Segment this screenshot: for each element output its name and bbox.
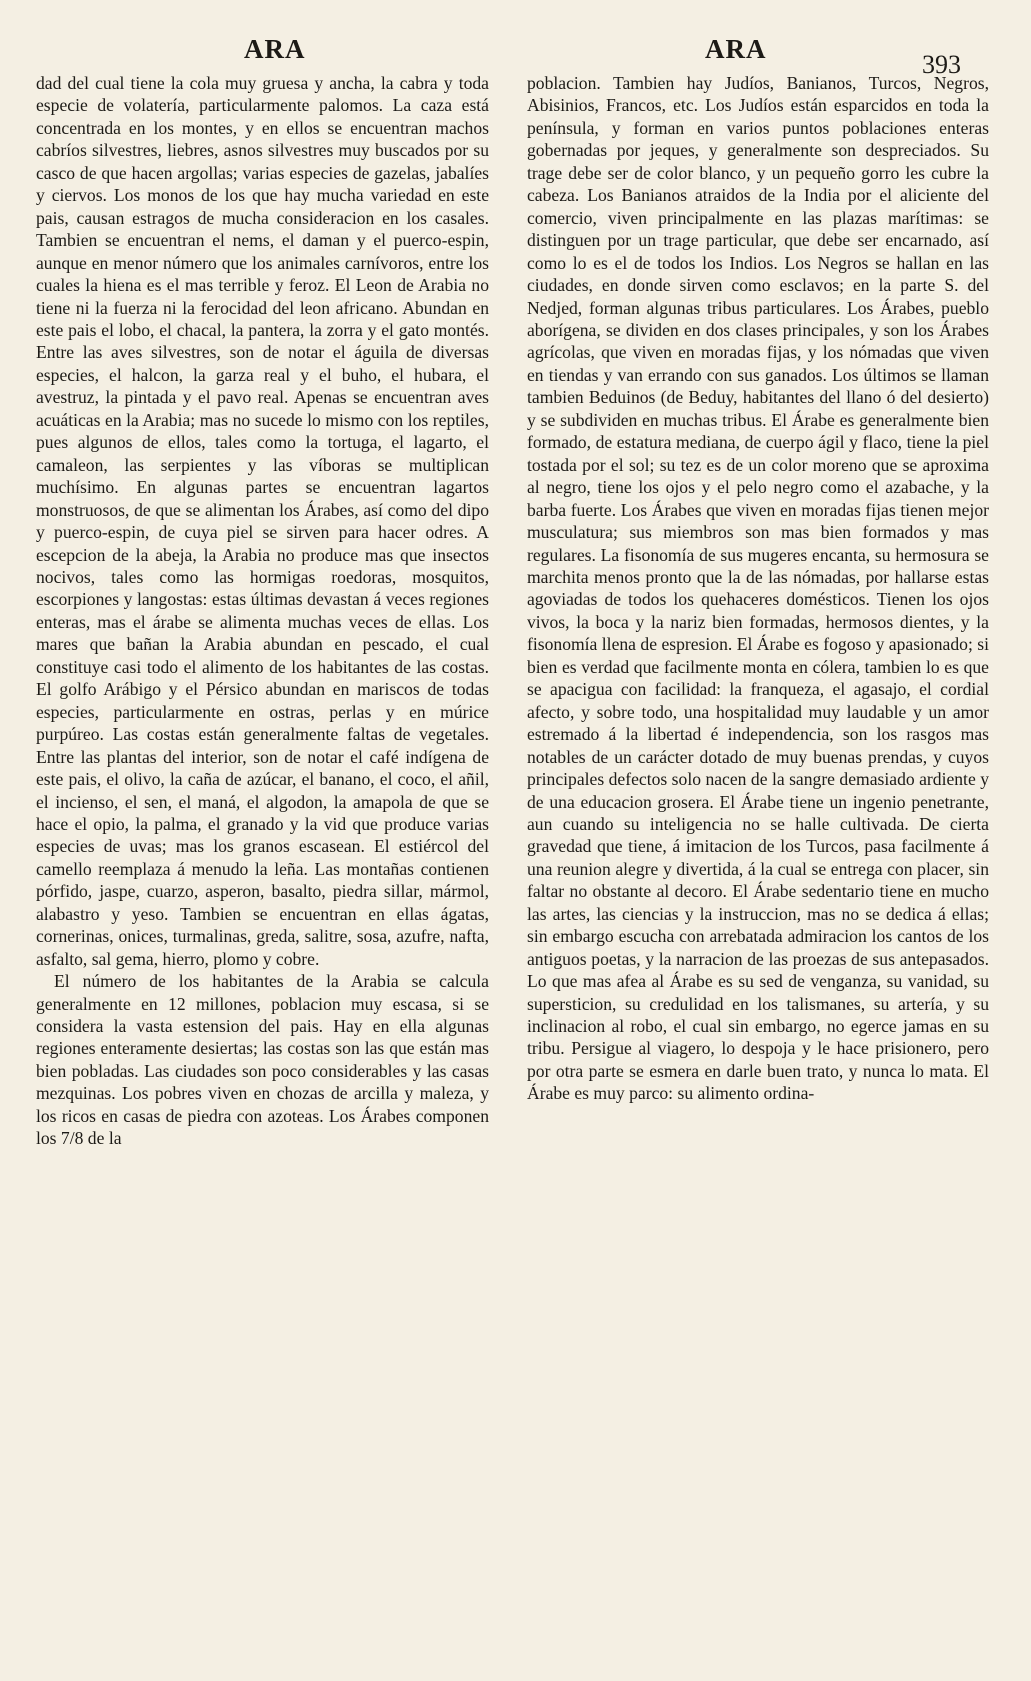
left-column [36,72,489,1150]
paragraph: poblacion. Tambien hay Judíos, Banianos, Turcos, Negros, Abisinios, Francos, etc. Los Judíos están esparcidos en toda la península, y forman en varios puntos poblaciones enteras gobernadas por jeques, y generalmente son despreciados. Su trage debe ser de color blanco, y un pequeño gorro les cubre la cabeza. Los Banianos atraidos de la India por el aliciente del comercio, viven principalmente en las plazas marítimas: se distinguen por un trage particular, que debe ser encarnado, así como lo es el de todos los Indios. Los Negros se hallan en las ciudades, en donde sirven como esclavos; en la parte S. del Nedjed, forman algunas tribus particulares. Los Árabes, pueblo aborígena, se dividen en dos clases principales, y son los Árabes agrícolas, que viven en moradas fijas, y los nómadas que viven en tiendas y van errando con sus ganados. Los últimos se llaman tambien Beduinos (de Beduy, habitantes del llano ó del desierto) y se subdividen en muchas tribus. El Árabe es generalmente bien formado, de estatura mediana, de cuerpo ágil y flaco, tiene la piel tostada por el sol; su tez es de un color moreno que se aproxima al negro, tiene los ojos y el pelo negro como el azabache, y la barba fuerte. Los Árabes que viven en moradas fijas tienen mejor musculatura; sus miembros son mas bien formados y mas regulares. La fisonomía de sus mugeres encanta, su hermosura se marchita menos pronto que la de las nómadas, por hallarse estas agoviadas de todos los quehaceres domésticos. Tienen los ojos vivos, la boca y la nariz bien formadas, hermosos dientes, y la fisonomía llena de espresion. El Árabe es fogoso y apasionado; si bien es verdad que facilmente monta en cólera, tambien lo es que se apacigua con facilidad: la franqueza, el agasajo, el cordial afecto, y sobre todo, una hospitalidad muy laudable y un amor estremado á la libertad é independencia, son los rasgos mas notables de un carácter dotado de muy buenas prendas, y cuyos principales defectos solo nacen de la sangre demasiado ardiente y de una educacion grosera. El Árabe tiene un ingenio penetrante, aun cuando su inteligencia no se halle cultivada. De cierta gravedad que tiene, á imitacion de los Turcos, pasa facilmente á una reunion alegre y divertida, á la cual se entrega con placer, sin faltar no obstante al decoro. El Árabe sedentario tiene en mucho las artes, las ciencias y la instruccion, mas no se dedica á ellas; sin embargo escucha con arrebatada admiracion los cantos de los antiguos poetas, y la narracion de las proezas de sus antepasados. Lo que mas afea al Árabe es su sed de venganza, su vanidad, su supersticion, su credulidad en los talismanes, su artería, y su inclinacion al robo, el cual sin embargo, no egerce jamas en su tribu. Persigue al viagero, lo despoja y le hace prisionero, pero por otra parte se esmera en darle buen trato, y nunca lo mata. El Árabe es muy parco: su alimento ordina- [527,73,989,1104]
running-head-right: ARA [705,34,767,64]
paragraph: El número de los habitantes de la Arabia se calcula generalmente en 12 millones, poblacion muy escasa, si se considera la vasta estension del pais. Hay en ella algunas regiones enteramente desiertas; las costas son las que están mas bien pobladas. Las ciudades son poco considerables y las casas mezquinas. Los pobres viven en chozas de arcilla y maleza, y los ricos en casas de piedra con azoteas. Los Árabes componen los 7/8 de la [36,971,489,1149]
paragraph: dad del cual tiene la cola muy gruesa y ancha, la cabra y toda especie de volatería, particularmente palomos. La caza está concentrada en los montes, y en ellos se encuentran machos cabríos silvestres, liebres, asnos silvestres muy buscados por su casco de que hacen argollas; varias especies de gazelas, jabalíes y ciervos. Los monos de los que hay mucha variedad en este pais, causan estragos de mucha consideracion en los casales. Tambien se encuentran el nems, el daman y el puerco-espin, aunque en menor número que los animales carnívoros, entre los cuales la hiena es el mas terrible y feroz. El Leon de Arabia no tiene ni la fuerza ni la ferocidad del leon africano. Abundan en este pais el lobo, el chacal, la pantera, la zorra y el gato montés. Entre las aves silvestres, son de notar el águila de diversas especies, el halcon, la garza real y el buho, el hubara, el avestruz, la pintada y el pavo real. Apenas se encuentran aves acuáticas en la Arabia; mas no sucede lo mismo con los reptiles, pues algunos de ellos, tales como la tortuga, el lagarto, el camaleon, las serpientes y las víboras se multiplican muchísimo. En algunas partes se encuentran lagartos monstruosos, de que se alimentan los Árabes, así como del dipo y puerco-espin, de cuya piel se sirven para hacer odres. A escepcion de la abeja, la Arabia no produce mas que insectos nocivos, tales como las hormigas roedoras, mosquitos, escorpiones y langostas: estas últimas devastan á veces regiones enteras, mas el árabe se alimenta muchas veces de ellas. Los mares que bañan la Arabia abundan en pescado, el cual constituye casi todo el alimento de los habitantes de las costas. El golfo Arábigo y el Pérsico abundan en mariscos de todas especies, particularmente en ostras, perlas y en múrice purpúreo. Las costas están generalmente faltas de vegetales. Entre las plantas del interior, son de notar el café indígena de este pais, el olivo, la caña de azúcar, el banano, el coco, el añil, el incienso, el sen, el maná, el algodon, la amapola de que se hace el opio, la palma, el granado y la vid que produce varias especies de uvas; mas los granos escasean. El estiércol del camello reemplaza á menudo la leña. Las montañas contienen pórfido, jaspe, cuarzo, asperon, basalto, piedra sillar, mármol, alabastro y yeso. Tambien se encuentran en ellas ágatas, cornerinas, onices, turmalinas, greda, salitre, sosa, azufre, nafta, asfalto, sal gema, hierro, plomo y cobre. [36,73,489,969]
running-head-left: ARA [244,34,306,64]
page-number: 393 [922,50,961,79]
right-column [527,72,989,1105]
